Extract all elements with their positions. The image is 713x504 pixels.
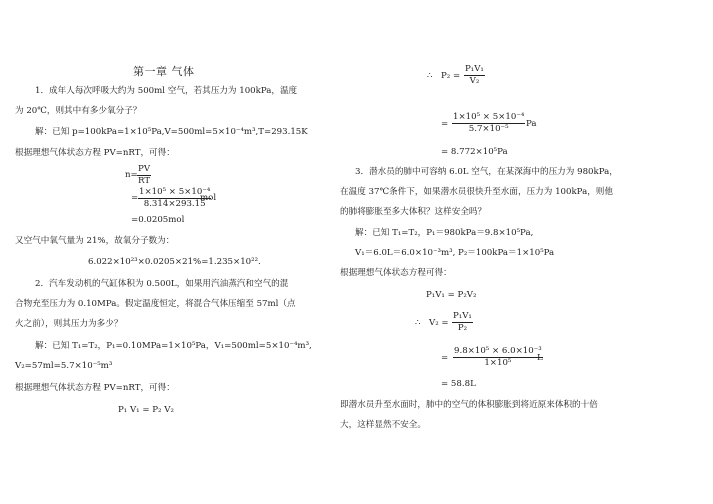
problem-3-line-3: 的肺将膨胀至多大体积？这样安全吗？ <box>340 207 487 217</box>
n-fraction <box>137 164 151 187</box>
solution-2-law: 根据理想气体状态方程 PV=nRT，可得： <box>15 383 175 393</box>
p2b-fraction <box>452 112 525 135</box>
p2b-numerator: 1×10⁵ × 5×10⁻⁴ <box>453 112 525 122</box>
solution-3-law: 根据理想气体状态方程可得： <box>340 268 452 278</box>
oxygen-calc: 6.022×10²³×0.0205×21%=1.235×10²². <box>88 257 261 267</box>
problem-1-line-1: 1．成年人每次呼吸大约为 500ml 空气，若其压力为 100kPa，温度 <box>35 86 298 96</box>
n2-numerator: 1×10⁵ × 5×10⁻⁴ <box>139 187 211 197</box>
solution-1-law: 根据理想气体状态方程 PV=nRT，可得： <box>15 148 175 158</box>
v2-numerator: P₁V₁ <box>453 311 472 321</box>
solution-1-given: 解：已知 p=100kPa=1×10⁵Pa,V=500ml=5×10⁻⁴m³,T=293.15K <box>35 127 308 137</box>
n-numerator: PV <box>138 164 151 174</box>
v2b-equals: = <box>441 353 449 363</box>
v2b-numerator: 9.8×10⁵ × 6.0×10⁻³ <box>454 346 542 356</box>
v2-result: = 58.8L <box>441 379 476 389</box>
solution-2-given-2: V₂=57ml=5.7×10⁻⁵m³ <box>15 361 113 371</box>
solution-2-given-1: 解：已知 T₁=T₂，P₁=0.10MPa=1×10⁵Pa，V₁=500ml=5×10⁻⁴m³, <box>35 341 312 351</box>
n2-denominator: 8.314×293.15 <box>143 199 206 209</box>
conclusion-line-1: 即潜水员升至水面时，肺中的空气的体积膨胀到将近原来体积的十倍 <box>340 400 598 410</box>
p2-numerator: P₁V₁ <box>465 64 484 74</box>
v2b-denominator: 1×10⁵ <box>484 358 512 368</box>
p2b-denominator: 5.7×10⁻⁵ <box>468 124 509 134</box>
n-result: =0.0205mol <box>131 215 185 225</box>
problem-1-line-2: 为 20℃，则其中有多少氧分子？ <box>15 106 142 116</box>
p2-denominator: V₂ <box>469 76 480 86</box>
conclusion-line-2: 大，这样显然不安全。 <box>340 420 426 430</box>
n2-equals: = <box>131 193 139 203</box>
p2b-unit: Pa <box>526 119 537 129</box>
problem-2-line-1: 2．汽车发动机的气缸体积为 0.500L，如果用汽油蒸汽和空气的混 <box>35 279 289 289</box>
problem-2-line-2: 合物充至压力为 0.10MPa。假定温度恒定，将混合气体压缩至 57ml（点 <box>15 299 296 309</box>
problem-2-line-3: 火之前），则其压力为多少？ <box>15 319 123 329</box>
n-lhs: n= <box>125 170 138 180</box>
v2-denominator: P₂ <box>457 323 468 333</box>
n2-unit: mol <box>200 193 217 203</box>
solution-3-given-1: 解：已知 T₁=T₂，P₁＝980kPa＝9.8×10⁵Pa, <box>355 228 534 238</box>
v2b-unit: L <box>537 353 543 363</box>
boyle-equation: P₁ V₁ = P₂ V₂ <box>118 405 174 415</box>
p2-lhs: P₂ = <box>441 71 461 81</box>
n-denominator: RT <box>138 176 151 186</box>
boyle-equation-3: P₁V₁ = P₂V₂ <box>426 290 477 300</box>
therefore-symbol-1: ∴ <box>427 71 433 81</box>
v2-lhs: V₂ = <box>429 318 449 328</box>
p2-result: = 8.772×10⁵Pa <box>441 147 508 157</box>
solution-3-given-2: V₁＝6.0L＝6.0×10⁻³m³, P₂＝100kPa＝1×10⁵Pa <box>355 248 555 258</box>
v2b-fraction <box>453 346 543 369</box>
problem-3-line-2: 在温度 37℃条件下，如果潜水员很快升至水面，压力为 100kPa，则他 <box>340 187 613 197</box>
chapter-title: 第一章 气体 <box>133 65 195 78</box>
p2-fraction <box>464 64 485 87</box>
problem-3-line-1: 3．潜水员的肺中可容纳 6.0L 空气，在某深海中的压力为 980kPa， <box>355 167 618 177</box>
oxygen-line: 又空气中氧气量为 21%，故氧分子数为： <box>15 236 175 246</box>
p2b-equals: = <box>441 119 449 129</box>
therefore-symbol-2: ∴ <box>415 318 421 328</box>
v2-fraction <box>452 311 473 334</box>
